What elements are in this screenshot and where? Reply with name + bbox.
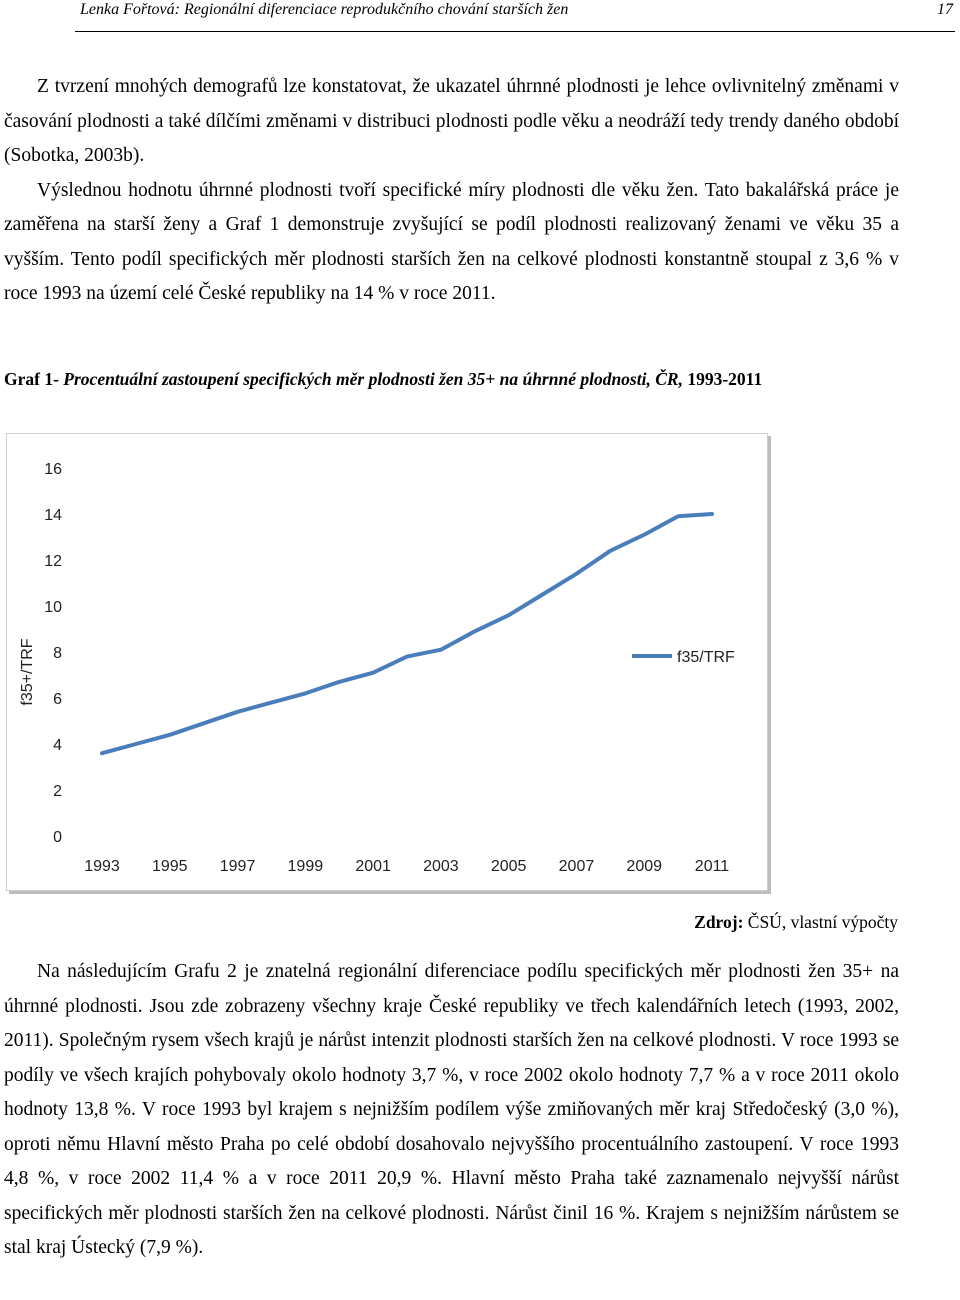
x-tick-label: 2009 [626, 858, 663, 875]
chart-frame [6, 433, 768, 891]
legend-label: f35/TRF [677, 649, 735, 666]
y-tick-label: 16 [44, 461, 62, 478]
x-tick-label: 1997 [219, 858, 256, 875]
page-number: 17 [937, 1, 953, 18]
x-tick-label: 1993 [84, 858, 120, 875]
line-chart [7, 434, 767, 890]
series-line [102, 514, 712, 753]
y-tick-label: 12 [44, 553, 62, 570]
y-tick-label: 2 [53, 783, 62, 800]
y-tick-label: 4 [53, 737, 62, 754]
source-note [694, 912, 898, 933]
page-header [75, 0, 955, 32]
x-tick-label: 2007 [558, 858, 595, 875]
y-tick-label: 0 [53, 829, 62, 846]
intro-paragraph [4, 70, 899, 312]
body-paragraph [4, 955, 899, 1266]
caption-years: 1993-2011 [682, 369, 763, 389]
source-text: ČSÚ, vlastní výpočty [743, 912, 898, 932]
caption-text: Procentuální zastoupení specifických měr plodnosti žen 35+ na úhrnné plodnosti, ČR, [63, 369, 683, 389]
x-tick-label: 2003 [423, 858, 459, 875]
header-title: Lenka Fořtová: Regionální diferenciace reprodukčního chování starších žen [80, 1, 569, 18]
caption-label: Graf 1- [4, 369, 64, 389]
source-label: Zdroj: [694, 912, 744, 932]
y-tick-label: 8 [53, 645, 62, 662]
paragraph-text: Z tvrzení mnohých demografů lze konstatovat, že ukazatel úhrnné plodnosti je lehce ovlivnitelný změnami v časování plodnosti a také dílčími změnami v distribuci plodnosti podle věku a neodráží tedy trendy daného období (Sobotka, 2003b). [4, 76, 899, 166]
x-tick-label: 2011 [694, 858, 730, 875]
x-tick-label: 2001 [355, 858, 391, 875]
y-tick-label: 6 [53, 691, 62, 708]
paragraph-text: Výslednou hodnotu úhrnné plodnosti tvoří specifické míry plodnosti dle věku žen. Tato bakalářská práce je zaměřena na starší ženy a Graf 1 demonstruje zvyšující se podíl plodnosti realizovaný ženami ve věku 35 a vyšším. Tento podíl specifických měr plodnosti starších žen na celkové plodnosti konstantně stoupal z 3,6 % v roce 1993 na území celé České republiky na 14 % v roce 2011. [4, 179, 899, 304]
x-tick-label: 1999 [287, 858, 324, 875]
x-tick-label: 1995 [151, 858, 188, 875]
chart-caption [4, 364, 899, 394]
x-tick-label: 2005 [490, 858, 527, 875]
paragraph-text: Na následujícím Grafu 2 je znatelná regionální diferenciace podílu specifických měr plodnosti žen 35+ na úhrnné plodnosti. Jsou zde zobrazeny všechny kraje České republiky ve třech kalendářních letech (1993, 2002, 2011). Společným rysem všech krajů je nárůst intenzit plodnosti starších žen na celkové plodnosti. V roce 1993 se podíly ve všech krajích pohybovaly okolo hodnoty 3,7 %, v roce 2002 okolo hodnoty 7,7 % a v roce 2011 okolo hodnoty 13,8 %. V roce 1993 byl krajem s nejnižším podílem výše zmiňovaných měr kraj Středočeský (3,0 %), oproti němu Hlavní město Praha po celé období dosahovalo nejvyššího procentuálního zastoupení. V roce 1993 4,8 %, v roce 2002 11,4 % a v roce 2011 20,9 %. Hlavní město Praha také zaznamenalo nejvyšší nárůst specifických měr plodnosti starších žen na celkové plodnosti. Nárůst činil 16 %. Krajem s nejnižším nárůstem se stal kraj Ústecký (7,9 %). [4, 961, 899, 1258]
y-axis-label: f35+/TRF [19, 638, 36, 706]
y-tick-label: 14 [44, 507, 62, 524]
y-tick-label: 10 [44, 599, 62, 616]
